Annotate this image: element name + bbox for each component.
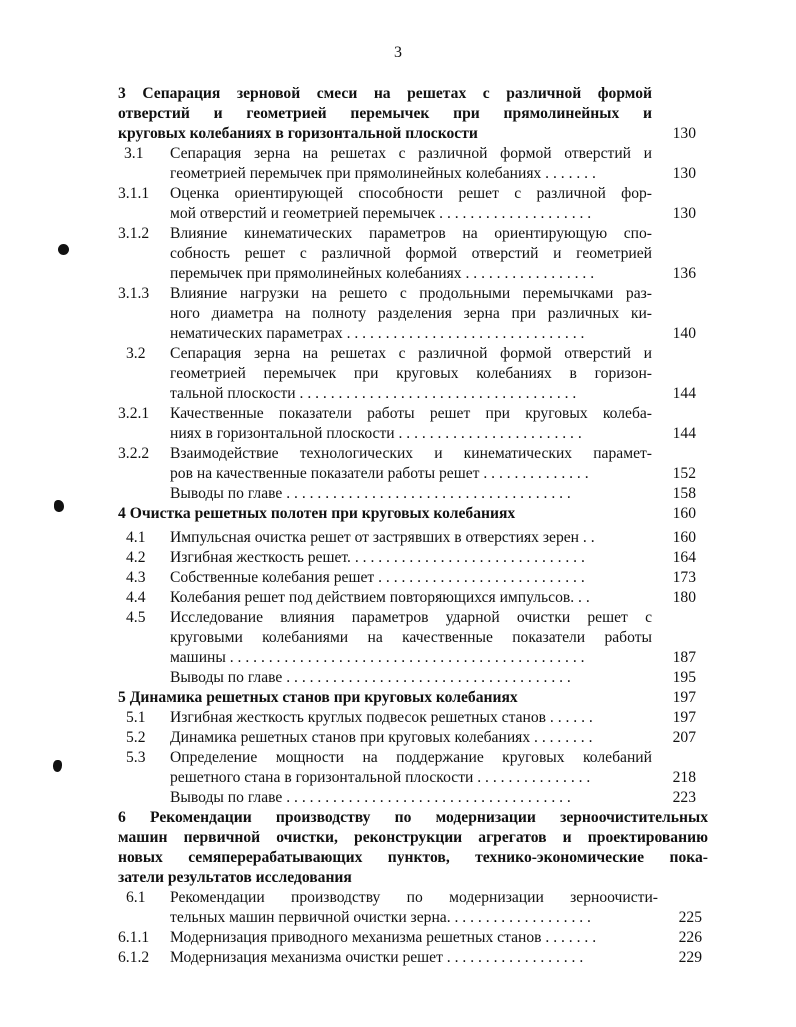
page-ref: 226 <box>678 929 702 946</box>
page-ref: 130 <box>672 165 696 182</box>
toc-entry-conclusions-5: Выводы по главе . . . . . . . . . . . . . . . . . . . . . . . . . . . . . . . . . . . . . 223 <box>170 789 696 806</box>
toc-entry-3-1-2: 3.1.2 Влияние кинематических параметров на ориентирующую спо- <box>118 225 652 242</box>
section-number: 3.2.2 <box>118 445 150 462</box>
toc-entry-4-5: 4.5 Исследование влияния параметров ударной очистки решет с <box>126 609 652 626</box>
section-number: 4.5 <box>126 609 146 626</box>
section-number: 4.2 <box>126 549 146 566</box>
section-number: 4.1 <box>126 529 146 546</box>
toc-entry-3-1-2-line-3: перемычек при прямолинейных колебаниях . . . . . . . . . . . . . . . . . 136 <box>170 265 696 282</box>
page-ref: 218 <box>672 769 696 786</box>
toc-entry-3-2-2-line-2: ров на качественные показатели работы решет . . . . . . . . . . . . . . 152 <box>170 465 696 482</box>
page-ref: 144 <box>672 425 696 442</box>
toc-entry-3-1-3-line-3: нематических параметрах . . . . . . . . . . . . . . . . . . . . . . . . . . . . . . . 140 <box>170 325 696 342</box>
section-number: 6.1.2 <box>118 949 150 966</box>
section-number: 6.1 <box>126 889 146 906</box>
toc-entry-4-3: 4.3 Собственные колебания решет . . . . . . . . . . . . . . . . . . . . . . . . . . . 173 <box>126 569 696 586</box>
section-number: 5.2 <box>126 729 146 746</box>
page-ref: 152 <box>672 465 696 482</box>
page-ref: 160 <box>672 529 696 546</box>
section-number: 4.4 <box>126 589 146 606</box>
page-ref: 207 <box>672 729 696 746</box>
toc-entry-4-2: 4.2 Изгибная жесткость решет. . . . . . . . . . . . . . . . . . . . . . . . . . . . . . . 164 <box>126 549 696 566</box>
chapter-4-title: 4 Очистка решетных полотен при круговых колебаниях 160 <box>118 505 696 522</box>
ink-blot <box>54 500 64 512</box>
page-ref: 187 <box>672 649 696 666</box>
section-number: 4.3 <box>126 569 146 586</box>
page-ref: 160 <box>672 505 696 522</box>
toc-entry-3-1-3: 3.1.3 Влияние нагрузки на решето с продольными перемычками раз- <box>118 285 652 302</box>
page-ref: 225 <box>678 909 702 926</box>
toc-entry-6-1-2: 6.1.2 Модернизация механизма очистки решет . . . . . . . . . . . . . . . . . . 229 <box>118 949 702 966</box>
chapter-3-title-line-2: отверстий и геометрией перемычек при прямолинейных и <box>118 105 652 122</box>
toc-entry-3-2-1: 3.2.1 Качественные показатели работы решет при круговых колеба- <box>118 405 652 422</box>
toc-entry-3-2-line-3: тальной плоскости . . . . . . . . . . . . . . . . . . . . . . . . . . . . . . . . . . . . 144 <box>170 385 696 402</box>
page-ref: 223 <box>672 789 696 806</box>
toc-entry-conclusions-3: Выводы по главе . . . . . . . . . . . . . . . . . . . . . . . . . . . . . . . . . . . . . 158 <box>170 485 696 502</box>
toc-entry-3-2-line-2: геометрией перемычек при круговых колебаниях в горизон- <box>170 365 652 382</box>
page-ref: 140 <box>672 325 696 342</box>
section-number: 6.1.1 <box>118 929 150 946</box>
section-number: 3.1.1 <box>118 185 150 202</box>
toc-entry-5-3: 5.3 Определение мощности на поддержание круговых колебаний <box>126 749 652 766</box>
page-ref: 136 <box>672 265 696 282</box>
toc-entry-3-1: 3.1 Сепарация зерна на решетах с различной формой отверстий и <box>124 145 652 162</box>
toc-entry-5-1: 5.1 Изгибная жесткость круглых подвесок решетных станов . . . . . . 197 <box>126 709 696 726</box>
section-number: 3.2.1 <box>118 405 150 422</box>
toc-entry-4-5-line-2: круговыми колебаниями на качественные показатели работы <box>170 629 652 646</box>
toc-entry-4-5-line-3: машины . . . . . . . . . . . . . . . . . . . . . . . . . . . . . . . . . . . . . . . . . . . . . . 187 <box>170 649 696 666</box>
page-ref: 158 <box>672 485 696 502</box>
toc-entry-6-1-1: 6.1.1 Модернизация приводного механизма решетных станов . . . . . . . 226 <box>118 929 702 946</box>
page-ref: 229 <box>678 949 702 966</box>
chapter-6-title-line-3: новых семяперерабатывающих пунктов, технико-экономические пока- <box>118 849 708 866</box>
toc-entry-3-2-2: 3.2.2 Взаимодействие технологических и кинематических парамет- <box>118 445 652 462</box>
page-ref: 130 <box>672 205 696 222</box>
toc-entry-6-1: 6.1 Рекомендации производству по модернизации зерноочисти- <box>126 889 658 906</box>
toc-entry-3-2: 3.2 Сепарация зерна на решетах с различной формой отверстий и <box>126 345 652 362</box>
page-ref: 130 <box>672 125 696 142</box>
page-ref: 144 <box>672 385 696 402</box>
toc-entry-3-2-1-line-2: ниях в горизонтальной плоскости . . . . . . . . . . . . . . . . . . . . . . . . 144 <box>170 425 696 442</box>
toc-entry-4-1: 4.1 Импульсная очистка решет от застрявших в отверстиях зерен . . 160 <box>126 529 696 546</box>
section-number: 3.2 <box>126 345 146 362</box>
toc-entry-3-1-1-line-2: мой отверстий и геометрией перемычек . . . . . . . . . . . . . . . . . . . . 130 <box>170 205 696 222</box>
chapter-3-title-line-1: 3 Сепарация зерновой смеси на решетах с различной формой <box>118 85 652 102</box>
page-number: 3 <box>394 44 402 61</box>
chapter-6-title-line-1: 6 Рекомендации производству по модернизации зерноочистительных <box>118 809 708 826</box>
section-number: 3.1.3 <box>118 285 150 302</box>
section-number: 5.1 <box>126 709 146 726</box>
page-ref: 164 <box>672 549 696 566</box>
toc-entry-3-1-1: 3.1.1 Оценка ориентирующей способности решет с различной фор- <box>118 185 652 202</box>
toc-entry-3-1-2-line-2: собность решет с различной формой отверстий и геометрией <box>170 245 652 262</box>
chapter-6-title-line-4: затели результатов исследования <box>118 869 352 886</box>
chapter-6-title-line-2: машин первичной очистки, реконструкции агрегатов и проектированию <box>118 829 708 846</box>
ink-blot <box>58 244 69 255</box>
page-ref: 173 <box>672 569 696 586</box>
page-ref: 197 <box>672 689 696 706</box>
section-number: 3.1.2 <box>118 225 150 242</box>
toc-entry-3-1-3-line-2: ного диаметра на полноту разделения зерна при различных ки- <box>170 305 652 322</box>
page-ref: 180 <box>672 589 696 606</box>
section-number: 5.3 <box>126 749 146 766</box>
toc-entry-6-1-line-2: тельных машин первичной очистки зерна. . . . . . . . . . . . . . . . . . . 225 <box>170 909 702 926</box>
page-ref: 197 <box>672 709 696 726</box>
toc-entry-4-4: 4.4 Колебания решет под действием повторяющихся импульсов. . . 180 <box>126 589 696 606</box>
toc-entry-conclusions-4: Выводы по главе . . . . . . . . . . . . . . . . . . . . . . . . . . . . . . . . . . . . . 195 <box>170 669 696 686</box>
toc-entry-5-3-line-2: решетного стана в горизонтальной плоскости . . . . . . . . . . . . . . . 218 <box>170 769 696 786</box>
toc-entry-3-1-line-2: геометрией перемычек при прямолинейных колебаниях . . . . . . . 130 <box>170 165 696 182</box>
toc-entry-5-2: 5.2 Динамика решетных станов при круговых колебаниях . . . . . . . . 207 <box>126 729 696 746</box>
section-number: 3.1 <box>124 145 144 162</box>
chapter-5-title: 5 Динамика решетных станов при круговых колебаниях 197 <box>118 689 696 706</box>
page-ref: 195 <box>672 669 696 686</box>
chapter-3-title-line-3: круговых колебаниях в горизонтальной плоскости 130 <box>118 125 696 142</box>
